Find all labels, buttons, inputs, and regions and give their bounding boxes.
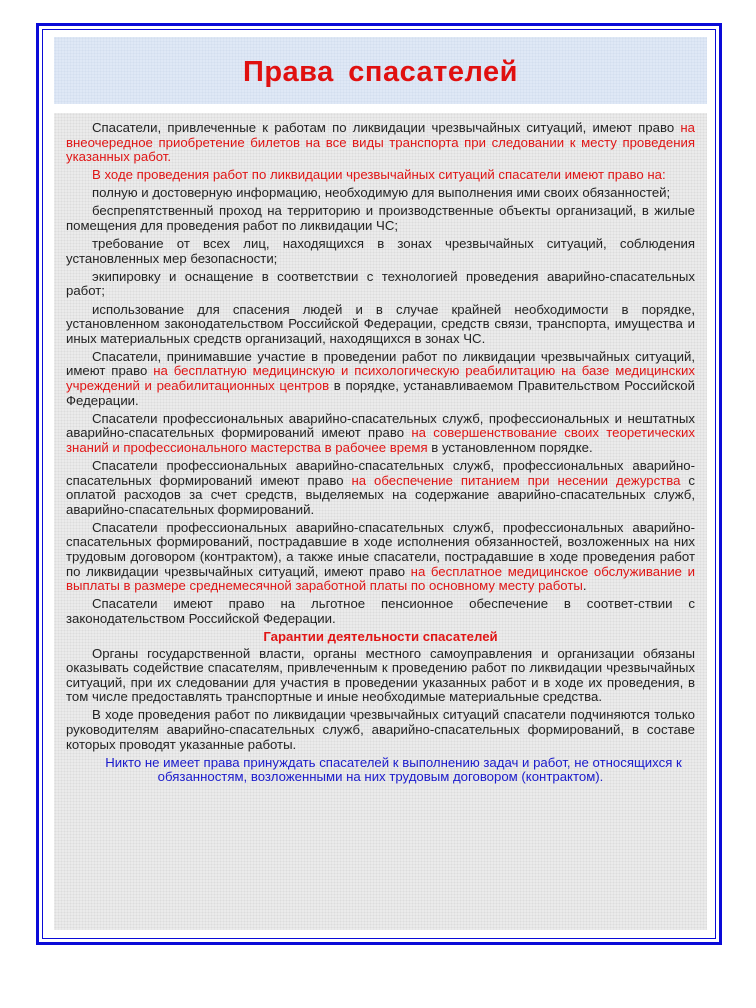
final-note: Никто не имеет права принуждать спасателей к выполнению задач и работ, не относящихся к обязанностям, возложенными на них трудовым договором (контрактом). bbox=[105, 754, 682, 785]
paragraph bbox=[66, 237, 695, 266]
paragraph bbox=[66, 168, 695, 183]
paragraph bbox=[66, 303, 695, 347]
rights-section bbox=[66, 121, 695, 627]
page-title: Права спасателей bbox=[242, 56, 519, 88]
text-segment: Спасатели, привлеченные к работам по ликвидации чрезвычайных ситуаций, имеют право bbox=[92, 120, 681, 135]
paragraph bbox=[66, 459, 695, 517]
text-segment: Органы государственной власти, органы местного самоуправления и организации обязаны оказывать содействие спасателям, привлеченным к проведению работ по ликвидации чрезвычайных ситуаций, при их следовании для участия в проведении указанных работ и в ходе их проведения, в том числе предоставлять транспортные и иные необходимые материальные средства. bbox=[66, 645, 695, 705]
text-segment: экипировку и оснащение в соответствии с технологией проведения аварийно-спасательных работ; bbox=[66, 268, 695, 299]
highlighted-text: на бесплатное медицинское обслуживание и выплаты в размере среднемесячной заработной платы по основному месту работы bbox=[66, 563, 695, 594]
text-segment: Спасатели профессиональных аварийно-спасательных служб, профессиональных аварийно-спасательных формирований, пострадавшие в ходе исполнения обязанностей, возложенных на них трудовым договором (контрактом), а также иные спасатели, пострадавшие в ходе проведения работ по ликвидации чрезвычайных ситуаций, имеют право bbox=[66, 519, 695, 579]
highlighted-text: на внеочередное приобретение билетов на все виды транспорта при следовании к месту проведения указанных работ. bbox=[66, 120, 695, 165]
highlighted-text: В ходе проведения работ по ликвидации чрезвычайных ситуаций спасатели имеют право на: bbox=[92, 167, 666, 183]
paragraph bbox=[66, 204, 695, 233]
highlighted-text: на бесплатную медицинскую и психологическую реабилитацию на базе медицинских учреждений и реабилитационных центров bbox=[66, 363, 695, 393]
paragraph bbox=[66, 270, 695, 299]
text-segment: требование от всех лиц, находящихся в зонах чрезвычайных ситуаций, соблюдения установленных мер безопасности; bbox=[66, 236, 695, 266]
text-segment: в установленном порядке. bbox=[427, 439, 593, 455]
title-banner bbox=[54, 37, 707, 104]
text-segment: . bbox=[582, 578, 587, 594]
text-segment: с оплатой расходов за счет средств, выделяемых на содержание аварийно-спасательных служб, аварийно-спасательных формирований. bbox=[66, 472, 695, 517]
guarantees-section bbox=[66, 647, 695, 753]
paragraph bbox=[66, 412, 695, 456]
highlighted-text: на обеспечение питанием при несении дежурства bbox=[351, 472, 681, 488]
document-body bbox=[54, 113, 707, 930]
text-segment: полную и достоверную информацию, необходимую для выполнения ими своих обязанностей; bbox=[92, 185, 671, 201]
text-segment: Спасатели имеют право на льготное пенсионное обеспечение в соответ-ствии с законодательством Российской Федерации. bbox=[66, 596, 695, 626]
paragraph bbox=[66, 186, 695, 201]
paragraph bbox=[66, 597, 695, 626]
text-segment: беспрепятственный проход на территорию и производственные объекты организаций, в жилые помещения для проведения работ по ликвидации ЧС; bbox=[66, 203, 695, 234]
text-segment: Спасатели профессиональных аварийно-спасательных служб, профессиональных и нештатных аварийно-спасательных формирований имеют право bbox=[66, 410, 695, 441]
text-segment: Спасатели профессиональных аварийно-спасательных служб, профессиональных аварийно-спасательных формирований имеют право bbox=[66, 457, 695, 488]
paragraph bbox=[66, 708, 695, 752]
paragraph bbox=[66, 521, 695, 594]
text-segment: Спасатели, принимавшие участие в проведении работ по ликвидации чрезвычайных ситуаций, имеют право bbox=[66, 348, 695, 379]
section-heading: Гарантии деятельности спасателей bbox=[263, 629, 498, 644]
paragraph bbox=[66, 121, 695, 165]
text-segment: использование для спасения людей и в случае крайней необходимости в порядке, установленном законодательством Российской Федерации, средств связи, транспорта, имущества и иных материальных средств организаций, находящихся в зонах ЧС. bbox=[66, 301, 695, 346]
text-segment: в порядке, устанавливаемом Правительством Российской Федерации. bbox=[66, 378, 695, 408]
highlighted-text: на совершенствование своих теоретических знаний и профессионального мастерства в рабочее время bbox=[66, 425, 695, 455]
paragraph bbox=[66, 350, 695, 408]
text-segment: В ходе проведения работ по ликвидации чрезвычайных ситуаций спасатели подчиняются только руководителям аварийно-спасательных служб, аварийно-спасательных формирований, в составе которых проводят указанные работы. bbox=[66, 707, 695, 752]
paragraph bbox=[66, 647, 695, 705]
